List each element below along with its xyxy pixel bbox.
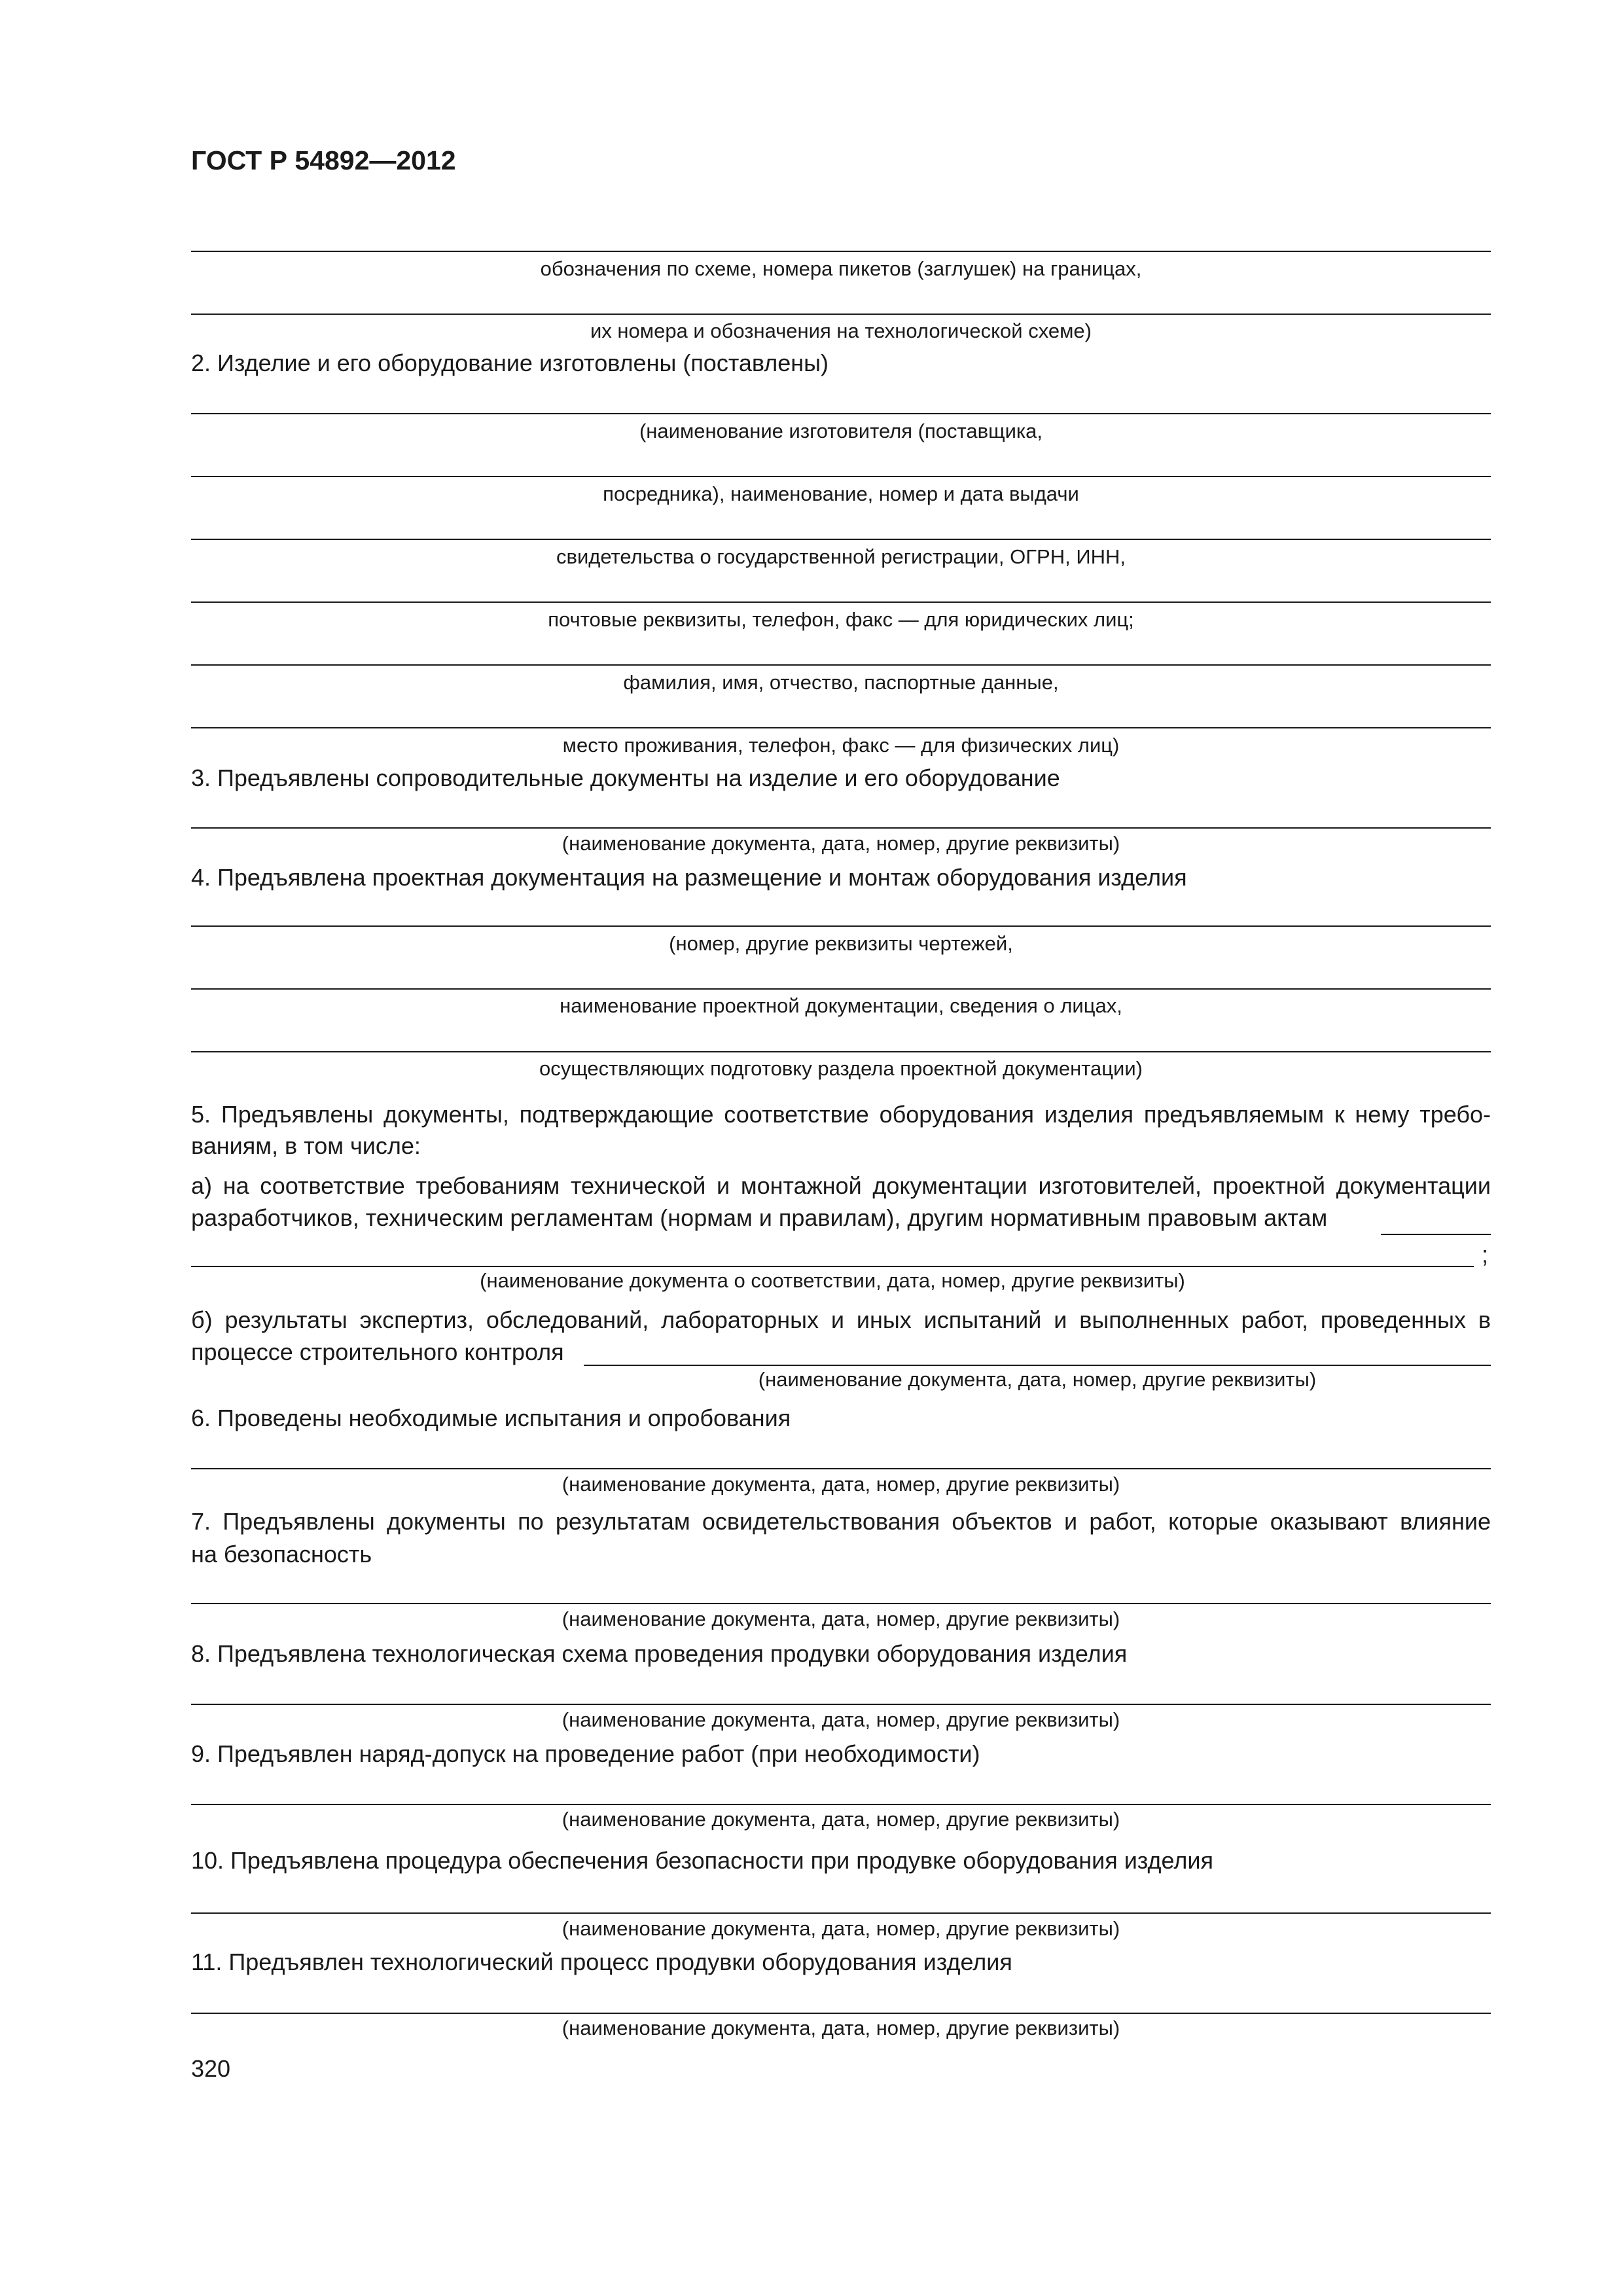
item-7-line-1: 7. Предъявлены документы по результатам освидетельствования объектов и работ, которые оказывают влияние [191,1508,1491,1535]
fill-line[interactable] [1381,1234,1491,1235]
item-5-line-1: 5. Предъявлены документы, подтверждающие соответствие оборудования изделия предъявляемым к нему требо- [191,1101,1491,1128]
item-2-text: 2. Изделие и его оборудование изготовлены (поставлены) [191,350,829,376]
document-code-header: ГОСТ Р 54892—2012 [191,145,456,175]
item-6-text: 6. Проведены необходимые испытания и опробования [191,1405,791,1431]
fill-line[interactable] [191,1603,1491,1604]
fill-line[interactable] [191,1266,1474,1267]
field-hint: место проживания, телефон, факс — для физических лиц) [562,734,1120,757]
item-8-text: 8. Предъявлена технологическая схема проведения продувки оборудования изделия [191,1640,1128,1667]
fill-line[interactable] [191,925,1491,927]
field-hint: (наименование документа, дата, номер, другие реквизиты) [562,832,1120,855]
fill-line[interactable] [191,1051,1491,1052]
item-9-text: 9. Предъявлен наряд-допуск на проведение работ (при необходимости) [191,1740,980,1767]
field-hint: (наименование документа, дата, номер, другие реквизиты) [562,1808,1120,1831]
item-4-text: 4. Предъявлена проектная документация на размещение и монтаж оборудования изделия [191,864,1187,891]
fill-line[interactable] [191,476,1491,477]
field-hint: почтовые реквизиты, телефон, факс — для юридических лиц; [548,608,1134,631]
fill-line[interactable] [191,727,1491,728]
item-5b-line-1: б) результаты экспертиз, обследований, лабораторных и иных испытаний и выполненных работ, проведенных в [191,1306,1491,1333]
field-hint: (наименование изготовителя (поставщика, [639,420,1043,442]
field-hint: их номера и обозначения на технологической схеме) [590,319,1092,342]
field-hint: осуществляющих подготовку раздела проектной документации) [539,1057,1143,1080]
field-hint: (наименование документа, дата, номер, другие реквизиты) [562,1607,1120,1630]
field-hint: посредника), наименование, номер и дата выдачи [603,482,1079,505]
item-5a-line-2: разработчиков, техническим регламентам (нормам и правилам), другим нормативным правовым актам [191,1204,1328,1231]
fill-line[interactable] [191,2013,1491,2014]
field-hint: обозначения по схеме, номера пикетов (заглушек) на границах, [540,257,1142,280]
field-hint: (наименование документа, дата, номер, другие реквизиты) [562,1917,1120,1940]
fill-line[interactable] [191,827,1491,829]
fill-line[interactable] [191,988,1491,990]
item-11-text: 11. Предъявлен технологический процесс продувки оборудования изделия [191,1948,1012,1975]
field-hint: (номер, другие реквизиты чертежей, [669,932,1013,955]
fill-line[interactable] [191,664,1491,666]
fill-line[interactable] [191,1804,1491,1805]
fill-line[interactable] [191,1468,1491,1469]
fill-line[interactable] [584,1365,1491,1366]
item-10-text: 10. Предъявлена процедура обеспечения безопасности при продувке оборудования изделия [191,1847,1213,1874]
field-hint: наименование проектной документации, сведения о лицах, [560,994,1122,1017]
item-3-text: 3. Предъявлены сопроводительные документы на изделие и его оборудование [191,764,1060,791]
item-5a-line-1: а) на соответствие требованиям технической и монтажной документации изготовителей, проектной документации [191,1172,1491,1199]
fill-line[interactable] [191,1704,1491,1705]
page-number: 320 [191,2055,231,2082]
fill-line[interactable] [191,539,1491,540]
fill-line[interactable] [191,413,1491,414]
field-hint: (наименование документа о соответствии, дата, номер, другие реквизиты) [480,1269,1185,1292]
fill-line[interactable] [191,1912,1491,1914]
field-hint: (наименование документа, дата, номер, другие реквизиты) [562,1708,1120,1731]
fill-line[interactable] [191,251,1491,252]
item-5-line-2: ваниям, в том числе: [191,1132,421,1159]
field-hint: (наименование документа, дата, номер, другие реквизиты) [562,2017,1120,2039]
field-hint: свидетельства о государственной регистрации, ОГРН, ИНН, [556,545,1126,568]
field-hint: (наименование документа, дата, номер, другие реквизиты) [562,1473,1120,1496]
field-hint: фамилия, имя, отчество, паспортные данные, [623,671,1059,694]
item-7-line-2: на безопасность [191,1541,372,1568]
field-hint: (наименование документа, дата, номер, другие реквизиты) [758,1368,1317,1391]
fill-line[interactable] [191,314,1491,315]
item-5b-line-2: процессе строительного контроля [191,1338,564,1365]
fill-line[interactable] [191,601,1491,603]
line-terminator: ; [1482,1241,1489,1268]
